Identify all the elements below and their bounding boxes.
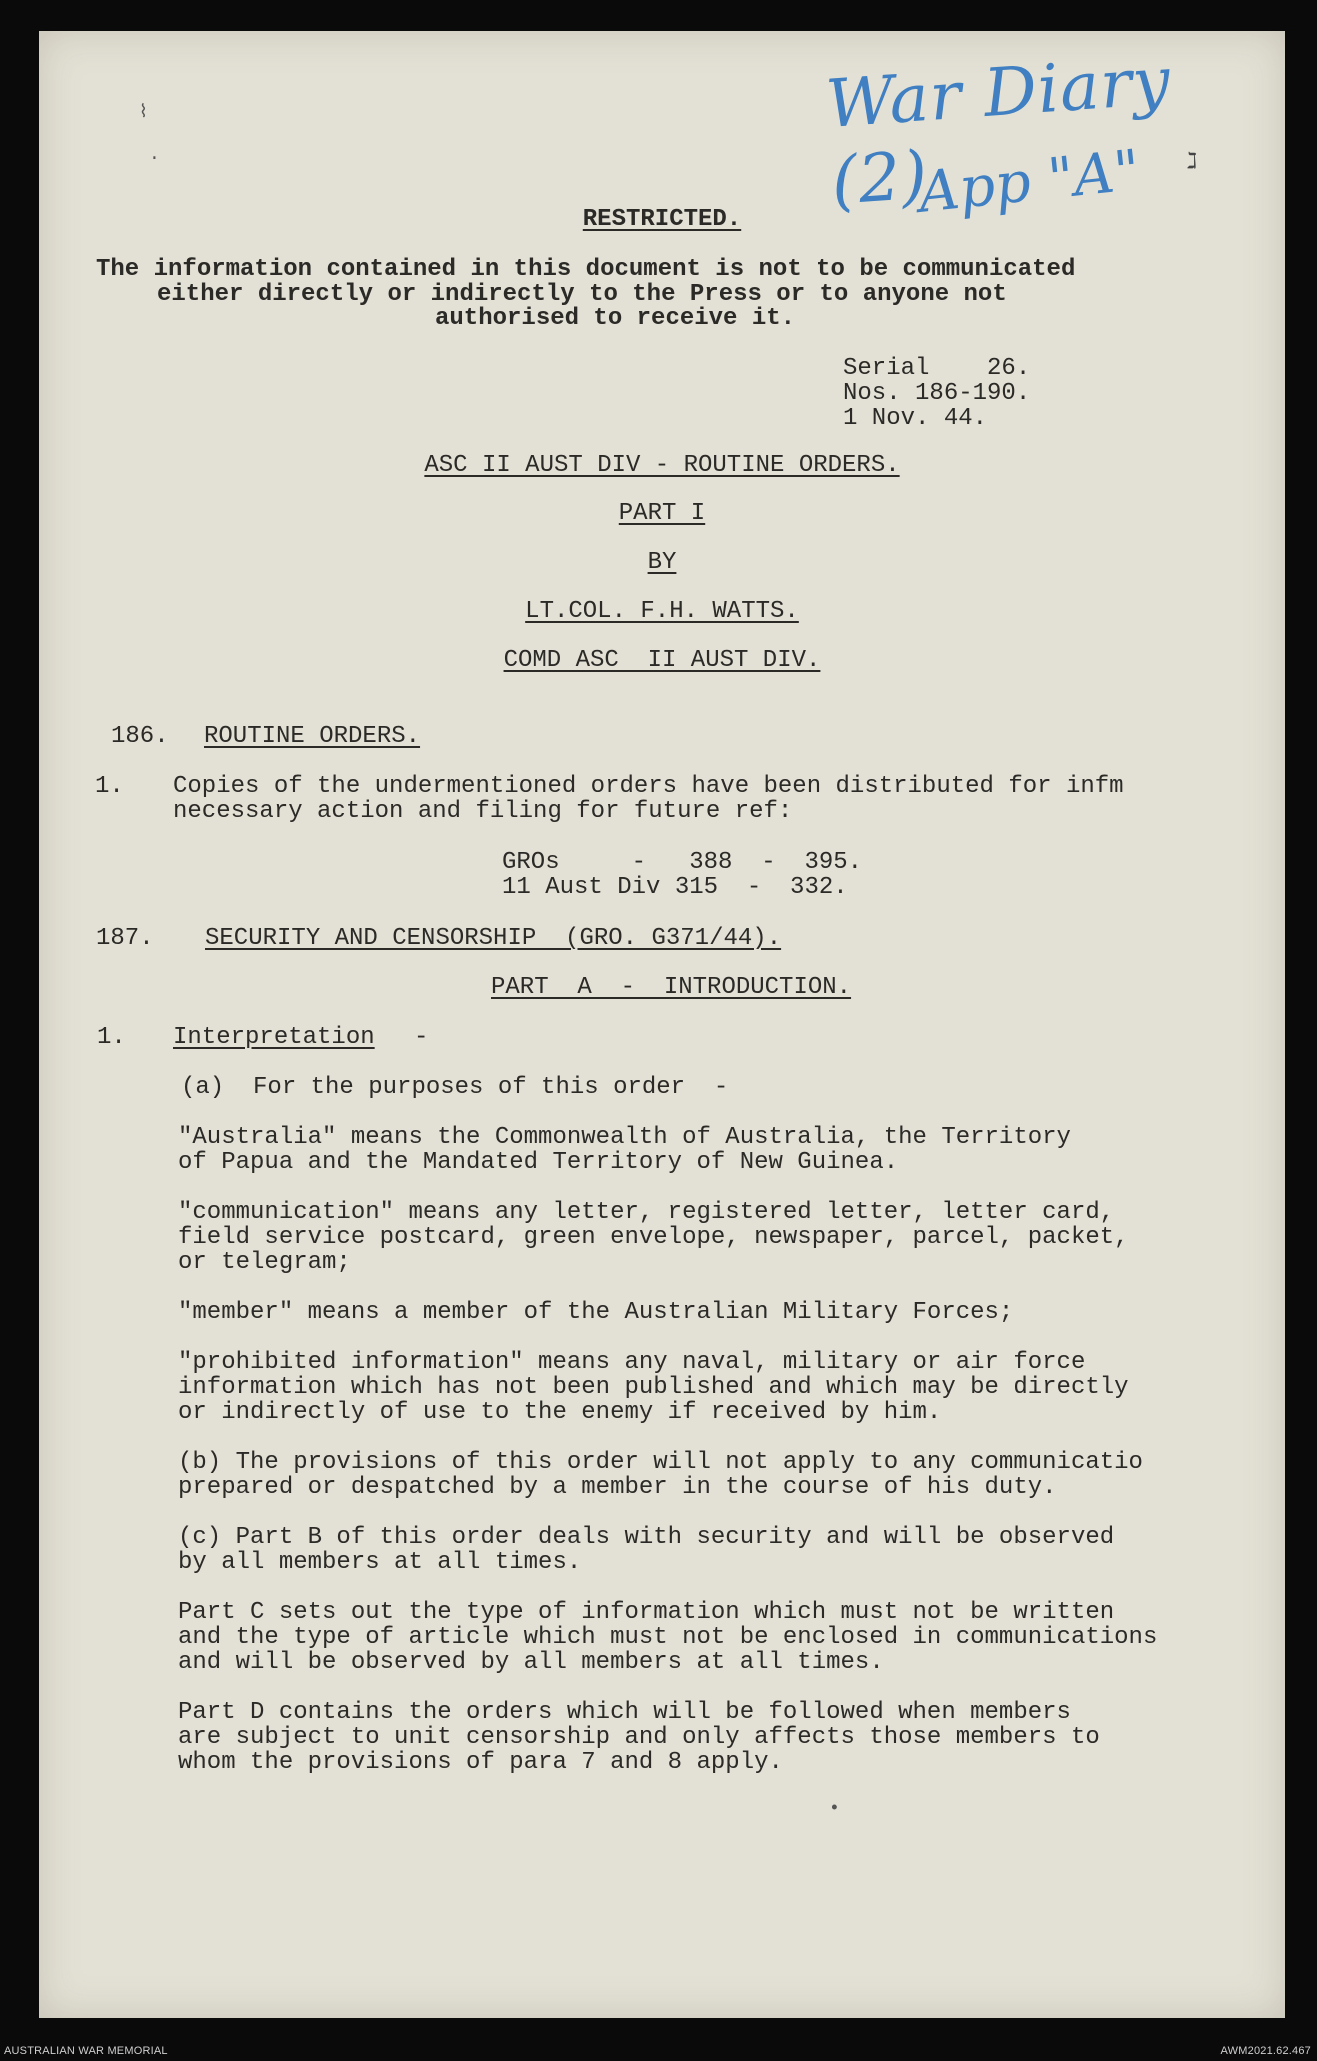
pencil-mark: ℷ — [1187, 149, 1198, 174]
sub-para-c-line-1: (c) Part B of this order deals with security and will be observed — [178, 1524, 1115, 1551]
part-c-line-1: Part C sets out the type of information which must not be written — [178, 1599, 1115, 1626]
interpretation-dash: - — [414, 1024, 429, 1051]
order-186-para-line-2: necessary action and filing for future ref: — [173, 798, 793, 825]
command-title: COMD ASC II AUST DIV. — [503, 647, 821, 674]
document-page — [39, 31, 1285, 2018]
serial-number: Serial 26. — [843, 355, 1031, 382]
order-numbers: Nos. 186-190. — [843, 380, 1031, 407]
part-d-line-2: are subject to unit censorship and only affects those members to — [178, 1724, 1100, 1751]
definition-prohibited-line-3: or indirectly of use to the enemy if received by him. — [178, 1399, 942, 1426]
order-186-para-number: 1. — [95, 773, 124, 800]
definition-australia-line-2: of Papua and the Mandated Territory of New Guinea. — [178, 1149, 899, 1176]
handwritten-war-diary-note: War Diary (2) — [823, 42, 1174, 220]
orders-list-line-1: GROs - 388 - 395. — [502, 849, 863, 876]
interpretation-heading: Interpretation — [173, 1024, 375, 1051]
footer-accession-number: AWM2021.62.467 — [1220, 2045, 1311, 2057]
staple-mark: ⌇ — [139, 103, 148, 123]
definition-communication-line-3: or telegram; — [178, 1249, 351, 1276]
part-d-line-1: Part D contains the orders which will be followed when members — [178, 1699, 1071, 1726]
ink-dot: • — [829, 1799, 840, 1819]
part-c-line-3: and will be observed by all members at all times. — [178, 1649, 884, 1676]
notice-line-1: The information contained in this document is not to be communicated — [96, 256, 1076, 283]
notice-line-2: either directly or indirectly to the Press or to anyone not — [157, 281, 1007, 308]
definition-communication-line-1: "communication" means any letter, registered letter, letter card, — [178, 1199, 1115, 1226]
footer-institution: AUSTRALIAN WAR MEMORIAL — [4, 2045, 168, 2057]
orders-list-line-2: 11 Aust Div 315 - 332. — [502, 874, 848, 901]
definition-prohibited-line-2: information which has not been published and which may be directly — [178, 1374, 1129, 1401]
part-a-heading: PART A - INTRODUCTION. — [491, 974, 852, 1001]
notice-line-3: authorised to receive it. — [435, 305, 796, 332]
definition-communication-line-2: field service postcard, green envelope, newspaper, parcel, packet, — [178, 1224, 1129, 1251]
document-date: 1 Nov. 44. — [843, 405, 988, 432]
officer-name: LT.COL. F.H. WATTS. — [525, 598, 799, 625]
order-187-number: 187. — [96, 925, 154, 952]
para-1-number: 1. — [97, 1024, 126, 1051]
pin-hole-mark: · — [149, 149, 160, 169]
part-c-line-2: and the type of article which must not be enclosed in communications — [178, 1624, 1158, 1651]
definition-member: "member" means a member of the Australian Military Forces; — [178, 1299, 1014, 1326]
definition-australia-line-1: "Australia" means the Commonwealth of Australia, the Territory — [178, 1124, 1071, 1151]
sub-para-c-line-2: by all members at all times. — [178, 1549, 582, 1576]
sub-para-a: (a) For the purposes of this order - — [181, 1074, 729, 1101]
handwritten-appendix-note: App "A" — [915, 137, 1144, 226]
definition-prohibited-line-1: "prohibited information" means any naval, military or air force — [178, 1349, 1086, 1376]
order-186-para-line-1: Copies of the undermentioned orders have been distributed for infm — [173, 773, 1124, 800]
sub-para-b-line-2: prepared or despatched by a member in the course of his duty. — [178, 1474, 1057, 1501]
sub-para-b-line-1: (b) The provisions of this order will not apply to any communicatio — [178, 1449, 1143, 1476]
order-186-heading: ROUTINE ORDERS. — [204, 723, 421, 750]
part-heading: PART I — [618, 500, 706, 527]
by-heading: BY — [647, 549, 677, 576]
document-title: ASC II AUST DIV - ROUTINE ORDERS. — [424, 452, 900, 479]
order-187-heading: SECURITY AND CENSORSHIP (GRO. G371/44). — [205, 925, 782, 952]
order-186-number: 186. — [111, 723, 169, 750]
part-d-line-3: whom the provisions of para 7 and 8 apply. — [178, 1749, 783, 1776]
restricted-heading: RESTRICTED. — [582, 206, 742, 233]
